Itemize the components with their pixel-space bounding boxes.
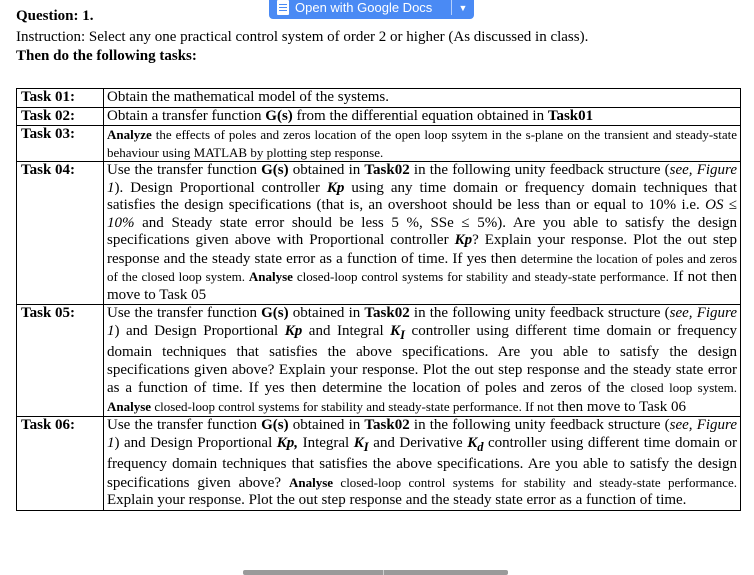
task-description: Obtain a transfer function G(s) from the differential equation obtained in Task01 <box>104 107 741 126</box>
table-row <box>17 107 741 126</box>
google-docs-icon <box>277 0 289 15</box>
table-row <box>17 89 741 108</box>
task-label: Task 01: <box>17 89 104 108</box>
table-row <box>17 162 741 305</box>
tasks-table <box>16 88 741 511</box>
chevron-down-icon[interactable]: ▼ <box>458 2 468 13</box>
horizontal-scrollbar[interactable] <box>243 570 508 575</box>
task-label: Task 04: <box>17 162 104 305</box>
task-description: Use the transfer function G(s) obtained in Task02 in the following unity feedback structure (see, Figure 1) and Design Proportional Kp, Integral $K_I$ and Derivative $K_d$ controller using different time domain or frequency domain techniques that satisfies the above specifications. Are you able to satisfy the design specifications given above? Analyse closed-loop control systems for stability and steady-state performance. Explain your response. Plot the out step response and the steady state error as a function of time. <box>104 417 741 511</box>
table-row <box>17 305 741 417</box>
task-label: Task 05: <box>17 305 104 417</box>
instruction-text: Instruction: Select any one practical control system of order 2 or higher (As discussed in class). <box>16 29 589 45</box>
open-with-label: Open with Google Docs <box>295 0 433 15</box>
open-with-google-docs-button[interactable] <box>269 0 474 19</box>
task-description: Use the transfer function G(s) obtained in Task02 in the following unity feedback structure (see, Figure 1) and Design Proportional Kp and Integral $K_I$ controller using different time domain or frequency domain techniques that satisfies the above specifications. Are you able to satisfy the design specifications given above? Explain your response. Plot the out step response and the steady state error as a function of time. If yes then determine the location of poles and zeros of the closed loop system. Analyse closed-loop control systems for stability and steady-state performance. If not then move to Task 06 <box>104 305 741 417</box>
table-row <box>17 126 741 162</box>
question-title: Question: 1. <box>16 8 94 24</box>
task-description: Use the transfer function G(s) obtained in Task02 in the following unity feedback structure (see, Figure 1). Design Proportional controller Kp using any time domain or frequency domain techniques that satisfies the design specifications (that is, an overshoot should be less than or equal to 10% i.e. OS ≤ 10% and Steady state error should be less 5 %, SSe ≤ 5%). Are you able to satisfy the design specifications given above with Proportional controller Kp? Explain your response. Plot the out step response and the steady state error as a function of time. If yes then determine the location of poles and zeros of the closed loop system. Analyse closed-loop control systems for stability and steady-state performance. If not then move to Task 05 <box>104 162 741 305</box>
tasks-heading: Then do the following tasks: <box>16 48 197 64</box>
task-label: Task 06: <box>17 417 104 511</box>
task-description: Analyze the effects of poles and zeros location of the open loop ssytem in the s-plane on the transient and steady-state behaviour using MATLAB by plotting step response. <box>104 126 741 162</box>
task-label: Task 03: <box>17 126 104 162</box>
task-label: Task 02: <box>17 107 104 126</box>
table-row <box>17 417 741 511</box>
task-description: Obtain the mathematical model of the systems. <box>104 89 741 108</box>
